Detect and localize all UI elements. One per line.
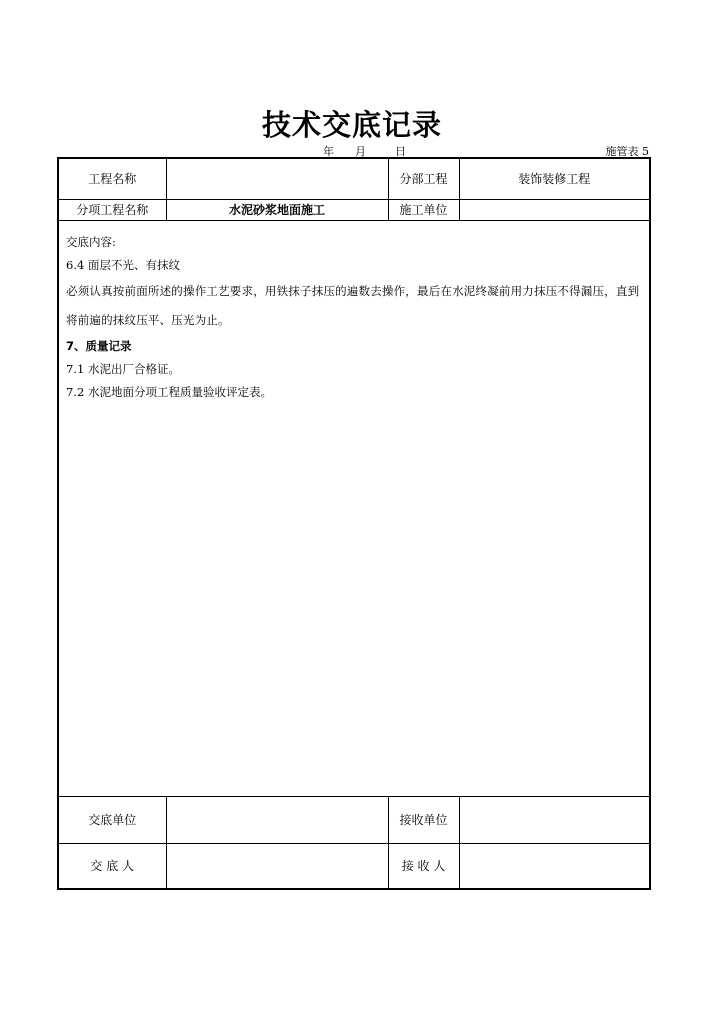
construction-unit-value[interactable] xyxy=(459,199,650,220)
project-name-label: 工程名称 xyxy=(58,158,166,199)
sub-project-label: 分部工程 xyxy=(388,158,459,199)
content-section-heading: 7、质量记录 xyxy=(66,338,132,353)
header-row-2 xyxy=(58,199,650,220)
receiving-unit-value[interactable] xyxy=(459,796,650,843)
handover-record-table xyxy=(57,157,651,890)
receiver-value[interactable] xyxy=(459,843,650,889)
content-line: 必须认真按前面所述的操作工艺要求，用铁抹子抹压的遍数去操作，最后在水泥终凝前用力抹压不得漏压，直到将前遍的抹纹压平、压光为止。 xyxy=(66,283,640,327)
form-number: 施管表 5 xyxy=(605,145,649,158)
project-name-value[interactable] xyxy=(166,158,388,199)
receiver-label: 接 收 人 xyxy=(388,843,459,889)
construction-unit-label: 施工单位 xyxy=(388,199,459,220)
item-project-label: 分项工程名称 xyxy=(58,199,166,220)
receiving-unit-label: 接收单位 xyxy=(388,796,459,843)
header-row-1 xyxy=(58,158,650,199)
document-title: 技术交底记录 xyxy=(261,108,442,142)
content-row xyxy=(58,220,650,796)
month-label: 月 xyxy=(355,145,366,158)
year-label: 年 xyxy=(323,145,334,158)
handover-person-label: 交 底 人 xyxy=(58,843,166,889)
day-label: 日 xyxy=(395,145,406,158)
content-line: 6.4 面层不光、有抹纹 xyxy=(66,257,180,272)
handover-person-value[interactable] xyxy=(166,843,388,889)
footer-row-1 xyxy=(58,796,650,843)
content-heading: 交底内容: xyxy=(66,234,116,249)
item-project-value[interactable]: 水泥砂浆地面施工 xyxy=(166,199,388,220)
footer-row-2 xyxy=(58,843,650,889)
handover-unit-value[interactable] xyxy=(166,796,388,843)
handover-unit-label: 交底单位 xyxy=(58,796,166,843)
handover-content xyxy=(58,220,650,796)
sub-project-value[interactable]: 装饰装修工程 xyxy=(459,158,650,199)
content-line: 7.1 水泥出厂合格证。 xyxy=(66,361,180,376)
content-line: 7.2 水泥地面分项工程质量验收评定表。 xyxy=(66,384,272,399)
